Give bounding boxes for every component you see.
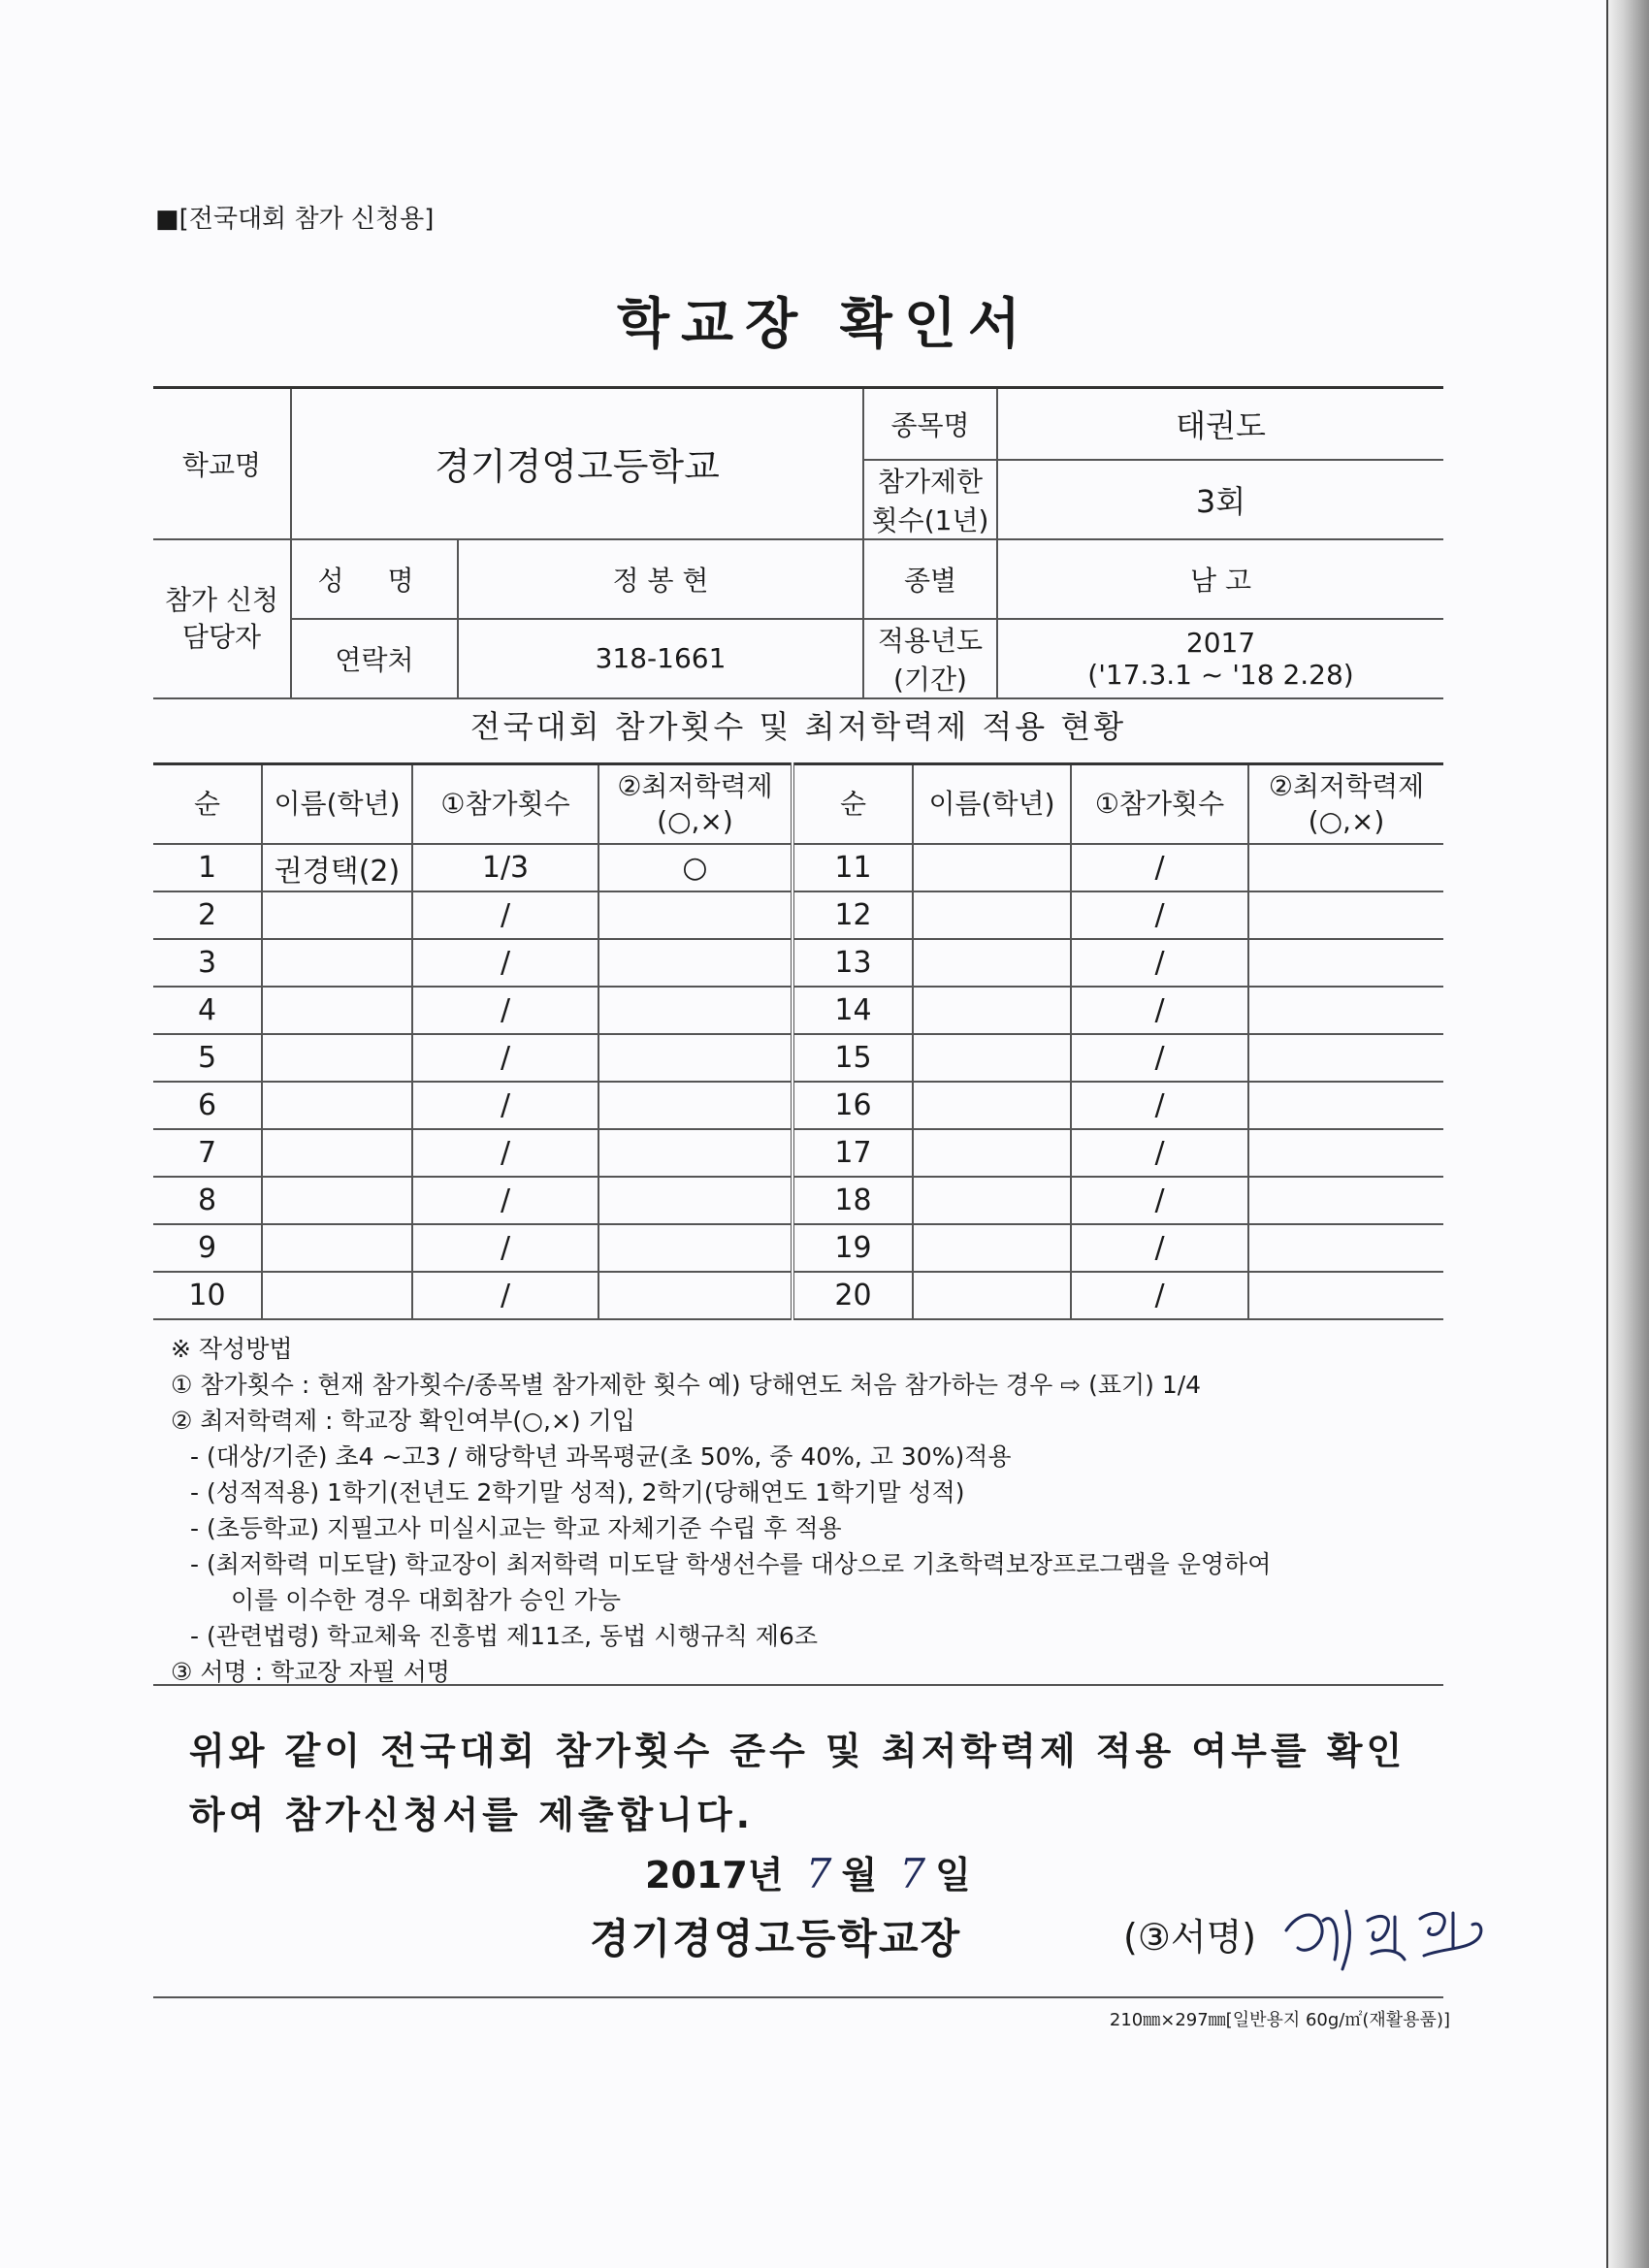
left-seq-cell: 1	[153, 844, 262, 891]
name-value: 정 봉 현	[458, 539, 863, 619]
declaration-line: 위와 같이 전국대회 참가횟수 준수 및 최저학력제 적용 여부를 확인	[189, 1730, 1406, 1772]
status-row	[153, 844, 1443, 891]
left-count-cell: /	[412, 1177, 598, 1224]
status-row	[153, 1224, 1443, 1272]
right-minimum-cell	[1248, 891, 1443, 939]
right-count-cell: /	[1071, 1272, 1248, 1319]
right-name-cell	[913, 1224, 1071, 1272]
signing-date	[645, 1845, 971, 1898]
status-header-row	[153, 764, 1443, 845]
header-count: ①참가횟수	[1071, 764, 1248, 845]
status-row	[153, 1034, 1443, 1082]
footer-divider	[153, 1996, 1443, 1998]
right-minimum-cell	[1248, 1082, 1443, 1129]
phone-value: 318-1661	[458, 619, 863, 698]
left-minimum-cell	[598, 1082, 792, 1129]
principal-name: 경기경영고등학교장	[590, 1915, 962, 1962]
note-subitem: - (대상/기준) 초4 ~고3 / 해당학년 과목평균(초 50%, 중 40%, 고 30%)적용	[190, 1442, 1012, 1471]
left-seq-cell: 9	[153, 1224, 262, 1272]
header-name: 이름(학년)	[262, 764, 412, 845]
right-name-cell	[913, 1177, 1071, 1224]
header-seq: 순	[153, 764, 262, 845]
left-name-cell	[262, 1034, 412, 1082]
right-name-cell	[913, 1272, 1071, 1319]
status-row	[153, 1177, 1443, 1224]
paper-spec: 210㎜×297㎜[일반용지 60g/㎡(재활용품)]	[1109, 2010, 1450, 2030]
note-item: ② 최저학력제 : 학교장 확인여부(○,×) 기입	[171, 1407, 635, 1435]
left-minimum-cell	[598, 891, 792, 939]
right-minimum-cell	[1248, 1129, 1443, 1177]
right-count-cell: /	[1071, 1177, 1248, 1224]
right-name-cell	[913, 844, 1071, 891]
left-minimum-cell	[598, 1129, 792, 1177]
left-count-cell: /	[412, 1129, 598, 1177]
header-minimum: ②최저학력제 (○,×)	[1248, 764, 1443, 845]
left-seq-cell: 10	[153, 1272, 262, 1319]
right-seq-cell: 19	[792, 1224, 913, 1272]
status-section-title: 전국대회 참가횟수 및 최저학력제 적용 현황	[469, 708, 1127, 745]
status-row	[153, 891, 1443, 939]
left-name-cell	[262, 1082, 412, 1129]
date-day-unit: 일	[935, 1854, 971, 1896]
instructions	[171, 1331, 1451, 1690]
left-name-cell	[262, 1129, 412, 1177]
school-info-table	[153, 386, 1443, 699]
left-count-cell: /	[412, 1034, 598, 1082]
left-seq-cell: 8	[153, 1177, 262, 1224]
right-minimum-cell	[1248, 1177, 1443, 1224]
right-seq-cell: 15	[792, 1034, 913, 1082]
status-row	[153, 1082, 1443, 1129]
left-name-cell	[262, 1177, 412, 1224]
left-name-cell	[262, 1272, 412, 1319]
header-minimum: ②최저학력제 (○,×)	[598, 764, 792, 845]
right-name-cell	[913, 891, 1071, 939]
status-row	[153, 1272, 1443, 1319]
left-name-cell	[262, 891, 412, 939]
note-subitem: - (초등학교) 지필고사 미실시교는 학교 자체기준 수립 후 적용	[190, 1514, 842, 1542]
left-name-cell	[262, 939, 412, 987]
right-name-cell	[913, 939, 1071, 987]
right-count-cell: /	[1071, 1129, 1248, 1177]
right-minimum-cell	[1248, 1224, 1443, 1272]
year-value: 2017	[1185, 626, 1256, 659]
category-label: 종별	[863, 539, 997, 619]
left-name-cell: 권경택(2)	[262, 844, 412, 891]
right-name-cell	[913, 1082, 1071, 1129]
limit-label: 참가제한 횟수(1년)	[863, 460, 997, 539]
left-seq-cell: 4	[153, 987, 262, 1034]
right-count-cell: /	[1071, 1082, 1248, 1129]
declaration	[189, 1719, 1450, 1847]
participation-status-table	[153, 762, 1443, 1320]
document-title: 학교장 확인서	[616, 293, 1033, 356]
left-seq-cell: 7	[153, 1129, 262, 1177]
left-seq-cell: 6	[153, 1082, 262, 1129]
left-minimum-cell	[598, 1034, 792, 1082]
right-seq-cell: 13	[792, 939, 913, 987]
left-count-cell: 1/3	[412, 844, 598, 891]
note-heading: ※ 작성방법	[171, 1335, 293, 1363]
year-cell	[997, 619, 1443, 698]
note-item: ① 참가횟수 : 현재 참가횟수/종목별 참가제한 횟수 예) 당해연도 처음 참가하는 경우 ⇨ (표기) 1/4	[171, 1371, 1202, 1399]
left-seq-cell: 2	[153, 891, 262, 939]
left-seq-cell: 3	[153, 939, 262, 987]
right-seq-cell: 17	[792, 1129, 913, 1177]
right-minimum-cell	[1248, 1034, 1443, 1082]
status-row	[153, 939, 1443, 987]
right-minimum-cell	[1248, 939, 1443, 987]
left-minimum-cell	[598, 939, 792, 987]
limit-value: 3회	[997, 460, 1443, 539]
right-seq-cell: 14	[792, 987, 913, 1034]
right-seq-cell: 18	[792, 1177, 913, 1224]
left-name-cell	[262, 987, 412, 1034]
phone-label: 연락처	[291, 619, 458, 698]
right-seq-cell: 20	[792, 1272, 913, 1319]
right-count-cell: /	[1071, 987, 1248, 1034]
declaration-line: 하여 참가신청서를 제출합니다.	[189, 1794, 755, 1836]
event-label: 종목명	[863, 388, 997, 460]
note-subitem: - (관련법령) 학교체육 진흥법 제11조, 동법 시행규칙 제6조	[190, 1622, 818, 1650]
left-count-cell: /	[412, 1082, 598, 1129]
left-name-cell	[262, 1224, 412, 1272]
left-count-cell: /	[412, 1224, 598, 1272]
status-row	[153, 987, 1443, 1034]
date-month-handwritten: 7	[805, 1850, 832, 1897]
right-seq-cell: 16	[792, 1082, 913, 1129]
note-subitem: - (최저학력 미도달) 학교장이 최저학력 미도달 학생선수를 대상으로 기초학력보장프로그램을 운영하여	[190, 1550, 1272, 1578]
status-row	[153, 1129, 1443, 1177]
note-subitem: - (성적적용) 1학기(전년도 2학기말 성적), 2학기(당해연도 1학기말 성적)	[190, 1478, 965, 1507]
contact-group-label: 참가 신청 담당자	[153, 539, 291, 698]
left-minimum-cell	[598, 1272, 792, 1319]
school-value: 경기경영고등학교	[291, 388, 863, 539]
form-usage-tag: ■[전국대회 참가 신청용]	[155, 205, 435, 234]
note-item: ③ 서명 : 학교장 자필 서명	[171, 1658, 450, 1686]
right-name-cell	[913, 1129, 1071, 1177]
year-label: 적용년도 (기간)	[863, 619, 997, 698]
note-subitem-continuation: 이를 이수한 경우 대회참가 승인 가능	[231, 1586, 621, 1614]
header-name: 이름(학년)	[913, 764, 1071, 845]
name-label: 성 명	[291, 539, 458, 619]
event-value: 태권도	[997, 388, 1443, 460]
header-seq: 순	[792, 764, 913, 845]
right-count-cell: /	[1071, 891, 1248, 939]
right-count-cell: /	[1071, 939, 1248, 987]
right-seq-cell: 12	[792, 891, 913, 939]
signature-label: (③서명)	[1123, 1916, 1257, 1959]
left-count-cell: /	[412, 891, 598, 939]
school-label: 학교명	[153, 388, 291, 539]
right-minimum-cell	[1248, 1272, 1443, 1319]
right-minimum-cell	[1248, 987, 1443, 1034]
left-seq-cell: 5	[153, 1034, 262, 1082]
right-seq-cell: 11	[792, 844, 913, 891]
left-minimum-cell	[598, 1177, 792, 1224]
date-month-unit: 월	[841, 1854, 878, 1896]
right-count-cell: /	[1071, 1034, 1248, 1082]
date-day-handwritten: 7	[899, 1850, 926, 1897]
left-minimum-cell	[598, 1224, 792, 1272]
header-count: ①참가횟수	[412, 764, 598, 845]
left-count-cell: /	[412, 1272, 598, 1319]
right-minimum-cell	[1248, 844, 1443, 891]
right-name-cell	[913, 1034, 1071, 1082]
left-minimum-cell: ○	[598, 844, 792, 891]
handwritten-signature	[1278, 1892, 1492, 1979]
right-count-cell: /	[1071, 1224, 1248, 1272]
left-count-cell: /	[412, 987, 598, 1034]
left-count-cell: /	[412, 939, 598, 987]
year-period: ('17.3.1 ~ '18 2.28)	[1087, 658, 1354, 691]
date-year: 2017년	[645, 1854, 784, 1896]
right-count-cell: /	[1071, 844, 1248, 891]
category-value: 남 고	[997, 539, 1443, 619]
right-name-cell	[913, 987, 1071, 1034]
notes-divider	[153, 1684, 1443, 1686]
left-minimum-cell	[598, 987, 792, 1034]
